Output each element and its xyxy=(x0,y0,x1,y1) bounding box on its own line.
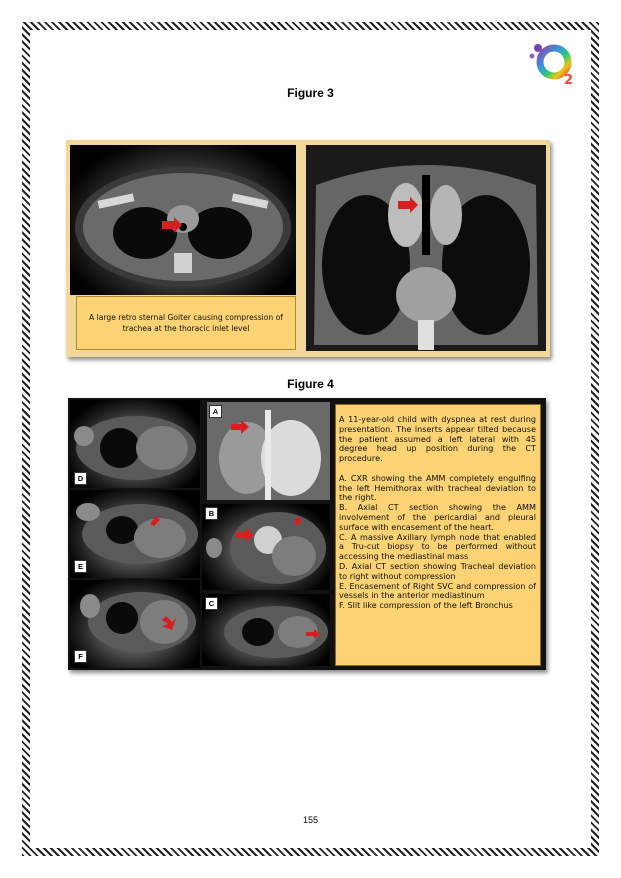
panel-label-f: F xyxy=(74,650,87,663)
page-number: 155 xyxy=(302,815,319,825)
panel-f-image xyxy=(70,580,200,668)
figure-4-item-a: A. CXR showing the AMM completely engulfing the left Hemithorax with tracheal deviation to the right. xyxy=(339,472,536,503)
panel-d-image xyxy=(70,400,200,488)
panel-c-image xyxy=(202,594,330,666)
panel-label-d: D xyxy=(74,472,87,485)
figure-4-item-f: F. Slit like compression of the left Bronchus xyxy=(339,600,513,611)
figure-4-item-b: B. Axial CT section showing the AMM involvement of the pericardial and pleural surface with encasement of the heart. xyxy=(339,502,536,532)
figure-4-item-d: D. Axial CT section showing Tracheal deviation to right without compression xyxy=(339,560,536,581)
panel-a-image xyxy=(207,402,330,500)
figure-4-intro: A 11-year-old child with dyspnea at rest during presentation. The inserts appear tilted because the patient assumed a left lateral with 45 degree head up position during the CT procedure. xyxy=(339,414,536,464)
figure-3-caption: A large retro sternal Goiter causing compression of trachea at the thoracic inlet level xyxy=(76,296,296,350)
coronal-ct-image xyxy=(306,145,546,351)
figure-4-item-e: E. Encasement of Right SVC and compression of vessels in the anterior mediastinum xyxy=(339,580,536,601)
figure-4-item-c: C. A massive Axillary lymph node that enabled a Tru-cut biopsy to be performed without accessing the mediastinal mass xyxy=(339,531,536,562)
panel-label-e: E xyxy=(74,560,87,573)
panel-e-image xyxy=(70,490,200,578)
figure-4-description xyxy=(335,404,541,666)
svg-text:2: 2 xyxy=(564,73,574,86)
panel-label-b: B xyxy=(205,507,218,520)
axial-ct-image xyxy=(70,145,296,295)
figure-4-title: Figure 4 xyxy=(287,377,334,391)
o2-logo xyxy=(526,38,578,86)
panel-b-image xyxy=(202,504,330,590)
figure-3-title: Figure 3 xyxy=(287,86,334,100)
panel-label-c: C xyxy=(205,597,218,610)
panel-label-a: A xyxy=(209,405,222,418)
